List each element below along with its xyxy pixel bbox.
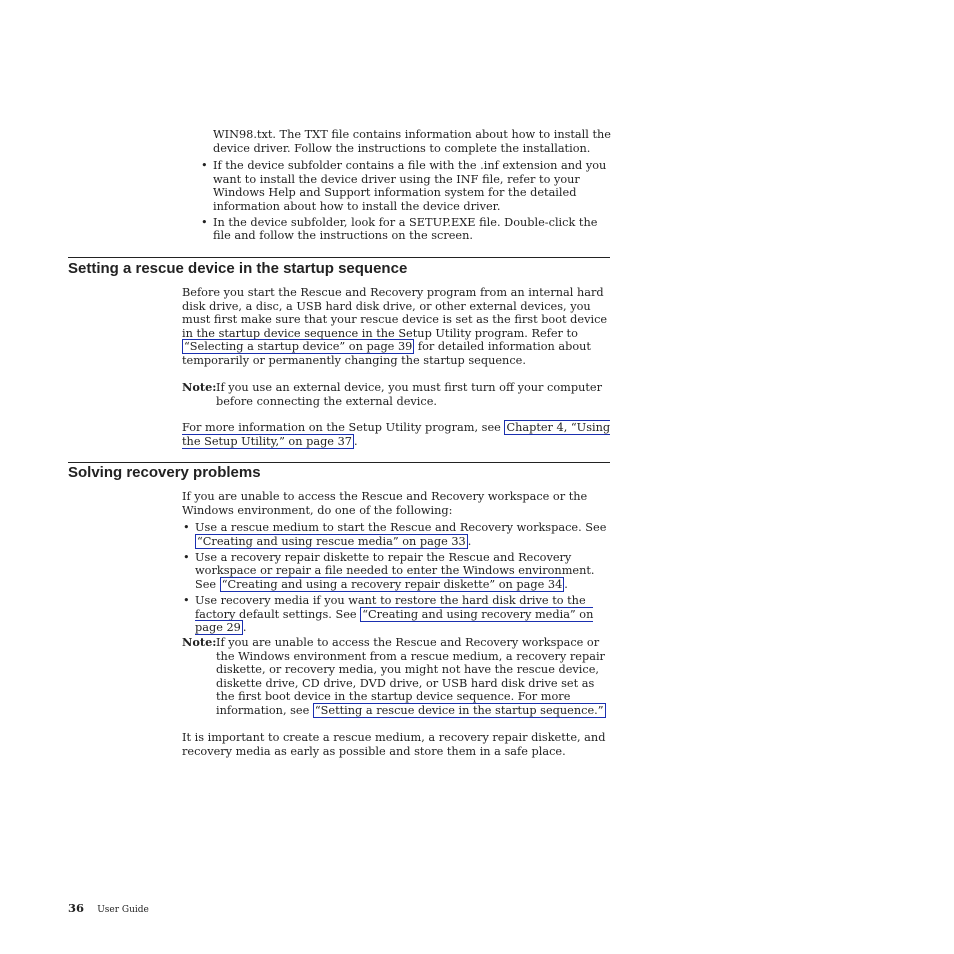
list-item-text: Use recovery media if you want to restore the hard disk drive to the factory default settings. See xyxy=(195,594,586,621)
list-item-text-end: . xyxy=(467,534,472,548)
more-info-text: For more information on the Setup Utility program, see xyxy=(182,421,505,434)
intro-bullet-list xyxy=(201,159,613,246)
more-info-text-end: . xyxy=(353,434,358,448)
recovery-options-list xyxy=(183,521,615,637)
section-heading-recovery-problems: Solving recovery problems xyxy=(68,464,261,481)
intro-continuation: WIN98.txt. The TXT file contains information about how to install the device driver. Follow the instructions to complete the installation. xyxy=(213,128,611,155)
link-setting-rescue-device[interactable]: “Setting a rescue device in the startup sequence.” xyxy=(314,703,604,717)
page-number: 36 xyxy=(68,901,85,915)
link-creating-recovery-repair-diskette[interactable]: “Creating and using a recovery repair diskette” on page 34 xyxy=(221,577,563,591)
section-divider xyxy=(68,257,610,258)
section1-paragraph-text: Before you start the Rescue and Recovery program from an internal hard disk drive, a disc, a USB hard disk drive, or other external devices, you must first make sure that your rescue device is set as the first boot device in the startup device sequence in the Setup Utility program. Refer to xyxy=(182,286,608,340)
note-text xyxy=(216,636,612,717)
section-heading-rescue-device: Setting a rescue device in the startup sequence xyxy=(68,260,408,277)
section1-paragraph xyxy=(182,286,612,367)
link-chapter-4-setup-utility[interactable]: Chapter 4, “Using the Setup Utility,” on page 37 xyxy=(182,421,611,448)
list-item xyxy=(183,550,615,592)
list-item xyxy=(183,594,615,635)
note-label: Note: xyxy=(182,635,217,649)
link-creating-recovery-media[interactable]: “Creating and using recovery media” on page 29 xyxy=(195,607,594,635)
list-item-text: In the device subfolder, look for a SETUP.EXE file. Double-click the file and follow the instructions on the screen. xyxy=(213,215,598,243)
list-item-text-end: . xyxy=(564,577,568,591)
bullet-icon: • xyxy=(183,521,190,534)
section-divider xyxy=(68,462,610,463)
bullet-icon: • xyxy=(201,215,208,229)
section2-intro: If you are unable to access the Rescue and Recovery workspace or the Windows environment, do one of the following: xyxy=(182,490,588,517)
bullet-icon: • xyxy=(183,550,190,564)
link-creating-rescue-media[interactable]: “Creating and using rescue media” on page 33 xyxy=(197,534,466,548)
footer-doc-title: User Guide xyxy=(97,905,149,915)
note-label: Note: xyxy=(182,380,217,394)
link-selecting-startup-device[interactable]: “Selecting a startup device” on page 39 xyxy=(184,340,413,353)
list-item-text-end: . xyxy=(242,621,247,635)
list-item xyxy=(201,159,613,213)
bullet-icon: • xyxy=(201,159,208,172)
section1-more-info xyxy=(182,421,612,448)
section2-closing: It is important to create a rescue medium, a recovery repair diskette, and recovery media as early as possible and store them in a safe place. xyxy=(182,731,606,758)
list-item-text: Use a rescue medium to start the Rescue and Recovery workspace. See xyxy=(195,521,607,534)
bullet-icon: • xyxy=(183,594,190,608)
list-item-text: If the device subfolder contains a file with the .inf extension and you want to install the device driver using the INF file, refer to your Windows Help and Support information system for the detailed information about how to install the device driver. xyxy=(213,159,607,213)
list-item-text: Use a recovery repair diskette to repair the Rescue and Recovery workspace or repair a file needed to enter the Windows environment. See xyxy=(195,550,595,591)
list-item xyxy=(201,215,613,243)
page-footer xyxy=(68,901,149,917)
section1-paragraph-text-end: for detailed information about temporarily or permanently changing the startup sequence. xyxy=(182,340,591,367)
note-text: If you use an external device, you must first turn off your computer before connecting the external device. xyxy=(216,381,602,408)
note-text-body: If you are unable to access the Rescue and Recovery workspace or the Windows environment from a rescue medium, a recovery repair diskette, or recovery media, you might not have the rescue device, diskette drive, CD drive, DVD drive, or USB hard disk drive set as the first boot device in the startup device sequence. For more information, see xyxy=(216,636,605,717)
list-item xyxy=(183,521,615,548)
